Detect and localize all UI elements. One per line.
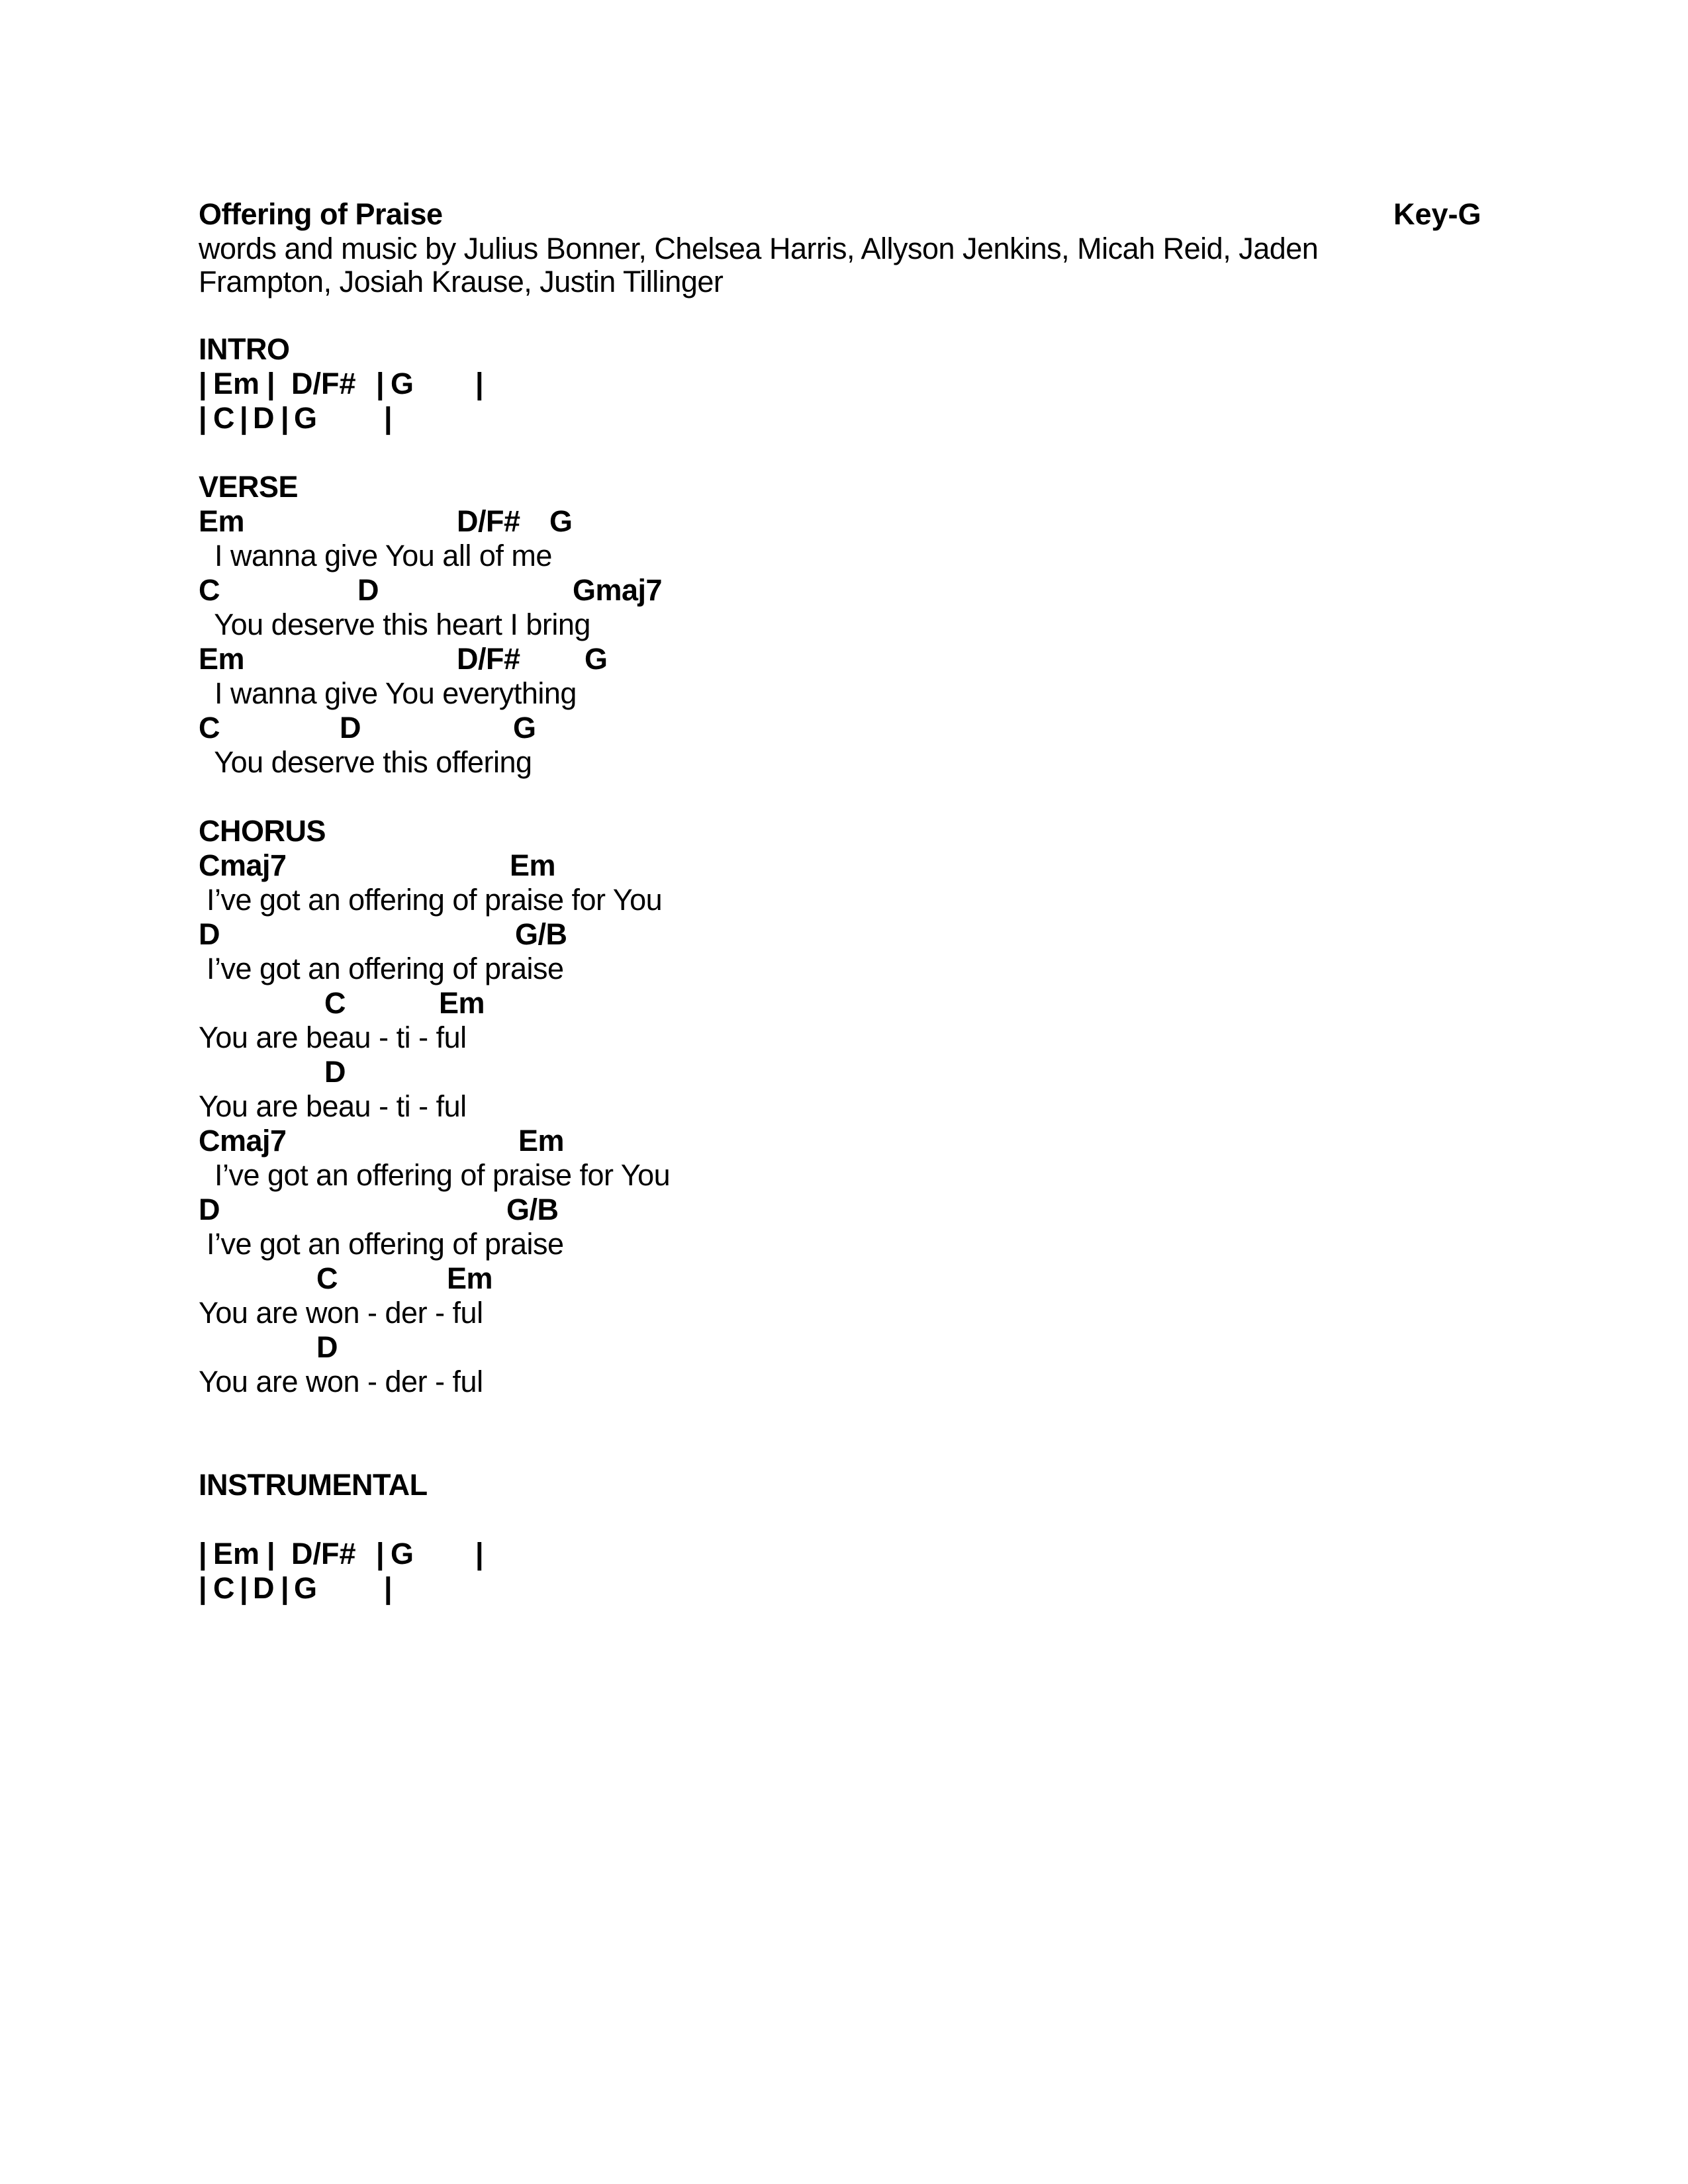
chord-line — [199, 504, 1192, 539]
chord: D/F# — [291, 1537, 356, 1570]
chord-line — [199, 1193, 1192, 1227]
lyric-line: You are won - der - ful — [199, 1365, 483, 1398]
song-key: Key-G — [1393, 197, 1481, 231]
chord: G — [513, 711, 536, 745]
chord: G — [391, 1537, 414, 1570]
chord-line — [199, 1261, 1192, 1296]
chord-line — [199, 848, 1192, 883]
chord: G/B — [515, 917, 567, 951]
barline: | — [199, 1571, 207, 1605]
chord: D — [340, 711, 361, 745]
chord: Em — [510, 848, 556, 882]
barline: | — [281, 1571, 289, 1605]
lyric-line: You are won - der - ful — [199, 1296, 483, 1330]
chord: D — [253, 1571, 275, 1605]
chord-line — [199, 986, 1192, 1021]
barline: | — [475, 367, 484, 400]
section-heading-chorus: CHORUS — [199, 814, 326, 848]
song-title: Offering of Praise — [199, 197, 443, 231]
chord: G — [585, 642, 608, 676]
chord: C — [199, 573, 220, 607]
chord: D/F# — [457, 642, 520, 676]
barline: | — [199, 401, 207, 435]
barline: | — [267, 367, 275, 400]
chord: Cmaj7 — [199, 848, 287, 882]
chord-line — [199, 1124, 1192, 1158]
chord: Em — [199, 504, 245, 538]
chord: G — [391, 367, 414, 400]
lyric-line: I’ve got an offering of praise — [199, 952, 564, 985]
intro-bar-row-2 — [199, 401, 794, 435]
chord: C — [324, 986, 346, 1020]
barline: | — [376, 1537, 385, 1570]
section-heading-intro: INTRO — [199, 332, 290, 366]
chord: Em — [439, 986, 485, 1020]
barline: | — [475, 1537, 484, 1570]
chord: D — [357, 573, 379, 607]
intro-bar-row-1 — [199, 367, 794, 401]
chord: C — [199, 711, 220, 745]
barline: | — [199, 1537, 207, 1570]
song-credits-line-2: Frampton, Josiah Krause, Justin Tillinger — [199, 265, 724, 298]
chord: Em — [213, 1537, 260, 1570]
chord: Cmaj7 — [199, 1124, 287, 1158]
chord-line — [199, 917, 1192, 952]
chord: D/F# — [457, 504, 520, 538]
instrumental-bar-row-2 — [199, 1571, 794, 1606]
chord-line — [199, 1330, 1192, 1365]
chord-line — [199, 573, 1192, 608]
section-heading-verse: VERSE — [199, 470, 299, 504]
chord: Em — [447, 1261, 493, 1295]
barline: | — [240, 401, 248, 435]
lyric-line: I’ve got an offering of praise — [199, 1227, 564, 1261]
chord: D — [324, 1055, 346, 1089]
instrumental-bar-row-1 — [199, 1537, 794, 1571]
lyric-line: I’ve got an offering of praise for You — [199, 883, 663, 917]
chord-line — [199, 711, 1192, 745]
lyric-line: You deserve this heart I bring — [199, 608, 590, 641]
chord-line — [199, 1055, 1192, 1089]
barline: | — [267, 1537, 275, 1570]
chord: D — [199, 1193, 220, 1226]
lyric-line: I wanna give You all of me — [199, 539, 552, 572]
chord: D/F# — [291, 367, 356, 400]
chord: Em — [213, 367, 260, 400]
chord: Gmaj7 — [573, 573, 663, 607]
chord: C — [316, 1261, 338, 1295]
barline: | — [281, 401, 289, 435]
barline: | — [199, 367, 207, 400]
barline: | — [376, 367, 385, 400]
section-heading-instrumental: INSTRUMENTAL — [199, 1468, 428, 1502]
chord: G/B — [506, 1193, 559, 1226]
barline: | — [240, 1571, 248, 1605]
chord: C — [213, 401, 235, 435]
chord: D — [253, 401, 275, 435]
chord-line — [199, 642, 1192, 676]
chord: G — [294, 401, 318, 435]
chord: C — [213, 1571, 235, 1605]
barline: | — [384, 401, 393, 435]
chord: Em — [518, 1124, 565, 1158]
chord: D — [316, 1330, 338, 1364]
chord: G — [294, 1571, 318, 1605]
chord: D — [199, 917, 220, 951]
lyric-line: You are beau - ti - ful — [199, 1021, 467, 1054]
chord: G — [549, 504, 573, 538]
chord: Em — [199, 642, 245, 676]
lyric-line: You deserve this offering — [199, 745, 532, 779]
lyric-line: I’ve got an offering of praise for You — [199, 1158, 671, 1192]
barline: | — [384, 1571, 393, 1605]
song-credits-line-1: words and music by Julius Bonner, Chelsea Harris, Allyson Jenkins, Micah Reid, Jaden — [199, 232, 1319, 265]
lyric-line: I wanna give You everything — [199, 676, 577, 710]
lyric-line: You are beau - ti - ful — [199, 1089, 467, 1123]
